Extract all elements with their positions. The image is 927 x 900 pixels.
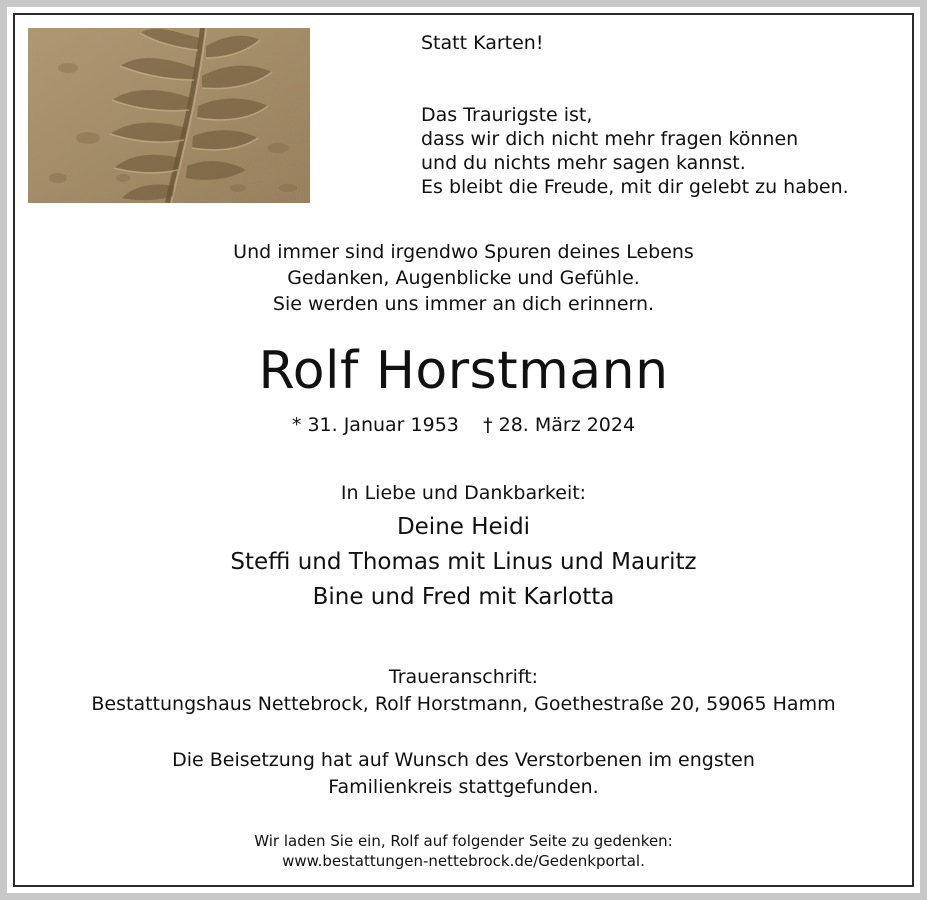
leaf-in-sand-image: [28, 28, 310, 203]
statt-karten-heading: Statt Karten!: [421, 32, 544, 54]
life-dates: [0, 412, 927, 438]
poem-line: Es bleibt die Freude, mit dir gelebt zu haben.: [421, 176, 849, 198]
mourner-name: Bine und Fred mit Karlotta: [312, 584, 615, 610]
memorial-invitation: [0, 831, 927, 871]
mourners-intro: In Liebe und Dankbarkeit:: [340, 482, 587, 504]
memorial-invite-text: Wir laden Sie ein, Rolf auf folgender Seite zu gedenken:: [254, 832, 673, 850]
mourner-name: Steffi und Thomas mit Linus und Mauritz: [230, 549, 697, 575]
poem-line: Das Traurigste ist,: [421, 104, 593, 126]
mourner-name: Deine Heidi: [396, 514, 531, 540]
verse-line: Sie werden uns immer an dich erinnern.: [272, 293, 655, 315]
burial-notice: [0, 747, 927, 801]
verse-line: Und immer sind irgendwo Spuren deines Lebens: [233, 241, 694, 263]
birth-date: * 31. Januar 1953: [291, 414, 459, 436]
sand-photo: [28, 28, 310, 203]
death-date: † 28. März 2024: [483, 414, 636, 436]
address-label: Traueranschrift:: [388, 666, 539, 688]
deceased-name: Rolf Horstmann: [258, 341, 669, 401]
verse-line: Gedanken, Augenblicke und Gefühle.: [287, 267, 640, 289]
date-separator: [459, 414, 483, 436]
poem: [421, 103, 849, 199]
burial-line: Familienkreis stattgefunden.: [328, 776, 599, 798]
mourners-list: [0, 510, 927, 615]
verse: [0, 239, 927, 317]
burial-line: Die Beisetzung hat auf Wunsch des Verstorbenen im engsten: [172, 749, 755, 771]
poem-line: und du nichts mehr sagen kannst.: [421, 152, 746, 174]
poem-line: dass wir dich nicht mehr fragen können: [421, 128, 799, 150]
mourning-address: [0, 664, 927, 718]
address-text: Bestattungshaus Nettebrock, Rolf Horstmann, Goethestraße 20, 59065 Hamm: [91, 693, 836, 715]
memorial-url: www.bestattungen-nettebrock.de/Gedenkportal.: [282, 852, 645, 870]
